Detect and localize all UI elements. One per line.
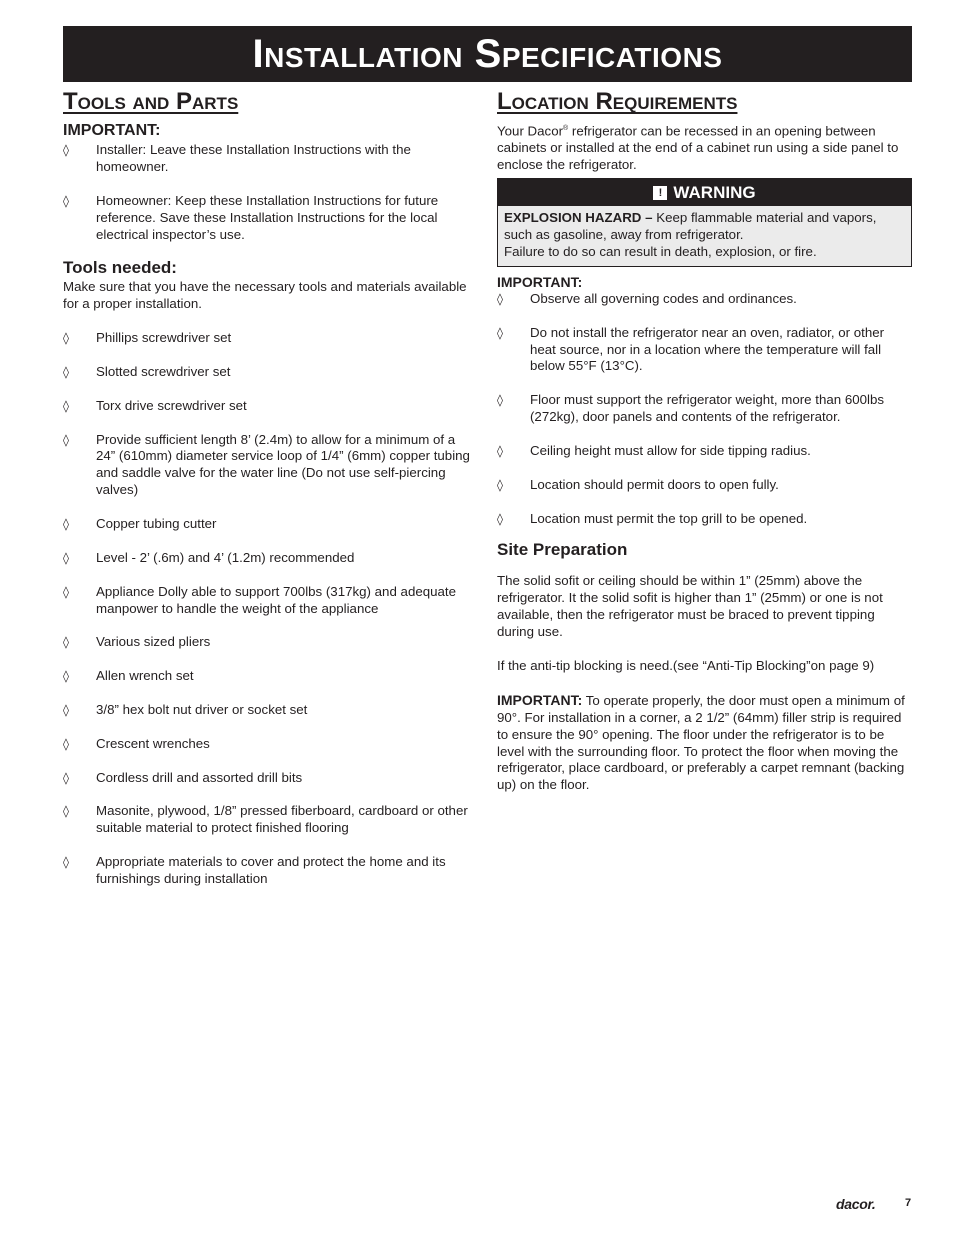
tools-list [63, 330, 473, 888]
important-label: IMPORTANT: [63, 122, 161, 139]
bullet-icon: ◊ [63, 635, 69, 650]
site-paragraph-2: If the anti-tip blocking is need.(see “Anti-Tip Blocking”on page 9) [497, 657, 875, 673]
list-item: ◊ Location must permit the top grill to be opened. [497, 510, 808, 526]
bullet-icon: ◊ [63, 702, 69, 717]
bullet-icon: ◊ [63, 669, 69, 684]
bullet-icon: ◊ [497, 511, 503, 526]
bullet-icon: ◊ [497, 443, 503, 458]
bullet-icon: ◊ [63, 804, 69, 819]
warning-label: WARNING [673, 182, 756, 202]
dacor-logo: dacor. [836, 1196, 876, 1212]
tools-and-parts-heading: Tools and Parts [63, 88, 239, 115]
bullet-icon: ◊ [63, 550, 69, 565]
tools-and-parts-column [63, 86, 473, 905]
bullet-icon: ◊ [63, 855, 69, 870]
list-item: ◊ Observe all governing codes and ordinances. [497, 290, 797, 306]
list-item: ◊ Cordless drill and assorted drill bits [63, 769, 303, 785]
list-item: ◊ Installer: Leave these Installation Instructions with the homeowner. [63, 142, 411, 174]
location-intro: Your Dacor® refrigerator can be recessed in an opening between cabinets or installed at the end of a cabinet run using a side panel to enclose the refrigerator. [497, 123, 899, 173]
list-item: ◊ Copper tubing cutter [63, 516, 217, 532]
bullet-icon: ◊ [63, 331, 69, 346]
page-number: 7 [905, 1197, 912, 1209]
tools-intro: Make sure that you have the necessary tools and materials available for a proper installation. [63, 279, 467, 312]
location-requirements-column [497, 86, 912, 794]
location-requirements-heading: Location Requirements [497, 88, 738, 115]
bullet-icon: ◊ [497, 393, 503, 408]
bullet-icon: ◊ [63, 517, 69, 532]
list-item: ◊ Torx drive screwdriver set [63, 397, 247, 413]
list-item: ◊ Crescent wrenches [63, 735, 210, 751]
warning-body: EXPLOSION HAZARD – Keep flammable material and vapors, such as gasoline, away from refrigerator. Failure to do so can result in death, explosion, or fire. [498, 206, 911, 266]
tools-needed-heading: Tools needed: [63, 258, 177, 278]
list-item: ◊ Location should permit doors to open fully. [497, 476, 779, 492]
bullet-icon: ◊ [63, 143, 69, 157]
bullet-icon: ◊ [63, 398, 69, 413]
bullet-icon: ◊ [63, 584, 69, 599]
list-item: ◊ Provide sufficient length 8’ (2.4m) to allow for a minimum of a 24” (610mm) diameter service loop of 1/4” (6mm) copper tubing and saddle valve for the water line (Do not use self-piercing valves) [63, 431, 470, 498]
site-paragraph-1: The solid sofit or ceiling should be within 1” (25mm) above the refrigerator. It the solid sofit is higher than 1” (25mm) or one is not available, then the refrigerator must be braced to prevent tipping during use. [497, 573, 883, 640]
page-title-bar [63, 26, 912, 82]
list-item: ◊ Level - 2’ (.6m) and 4’ (1.2m) recommended [63, 549, 355, 565]
bullet-icon: ◊ [63, 193, 69, 208]
bullet-icon: ◊ [497, 325, 503, 340]
bullet-icon: ◊ [63, 432, 69, 447]
hazard-consequence: Failure to do so can result in death, explosion, or fire. [504, 243, 817, 259]
list-item: ◊ Appropriate materials to cover and protect the home and its furnishings during installation [63, 854, 446, 886]
list-item: ◊ Slotted screwdriver set [63, 363, 231, 379]
site-paragraph-3: IMPORTANT: To operate properly, the door must open a minimum of 90°. For installation in a corner, a 2 1/2” (64mm) filler strip is required to ensure the 90° opening. The floor under the refrigerator is to be level with the surrounding floor. To protect the floor when moving the refrigerator, place cardboard, or preferably a carpet remnant (backing up) on the floor. [497, 691, 905, 793]
bullet-icon: ◊ [63, 736, 69, 751]
list-item: ◊ Phillips screwdriver set [63, 330, 232, 346]
list-item: ◊ Floor must support the refrigerator weight, more than 600lbs (272kg), door panels and contents of the refrigerator. [497, 392, 885, 425]
important-list [63, 142, 473, 243]
warning-header [498, 179, 911, 206]
important-label: IMPORTANT: [497, 273, 583, 290]
site-preparation-heading: Site Preparation [497, 540, 628, 560]
location-important-list [497, 291, 912, 528]
list-item: ◊ 3/8” hex bolt nut driver or socket set [63, 701, 308, 717]
page-title: Installation Specifications [252, 32, 723, 76]
list-item: ◊ Various sized pliers [63, 634, 211, 650]
bullet-icon: ◊ [497, 291, 503, 306]
list-item: ◊ Ceiling height must allow for side tipping radius. [497, 442, 811, 458]
list-item: ◊ Allen wrench set [63, 668, 194, 684]
list-item: ◊ Masonite, plywood, 1/8” pressed fiberboard, cardboard or other suitable material to protect finished flooring [63, 803, 468, 836]
bullet-icon: ◊ [63, 364, 69, 379]
list-item: ◊ Appliance Dolly able to support 700lbs (317kg) and adequate manpower to handle the weight of the appliance [63, 583, 457, 616]
list-item: ◊ Homeowner: Keep these Installation Instructions for future reference. Save these Installation Instructions for the local electrical inspector’s use. [63, 192, 439, 242]
list-item: ◊ Do not install the refrigerator near an oven, radiator, or other heat source, nor in a location where the temperature will fall below 55°F (13°C). [497, 324, 885, 374]
hazard-label: EXPLOSION HAZARD – [504, 210, 653, 226]
important-inline-label: IMPORTANT: [497, 691, 583, 708]
bullet-icon: ◊ [63, 770, 69, 785]
bullet-icon: ◊ [497, 477, 503, 492]
warning-box [497, 178, 912, 267]
warning-icon: ! [653, 186, 667, 200]
